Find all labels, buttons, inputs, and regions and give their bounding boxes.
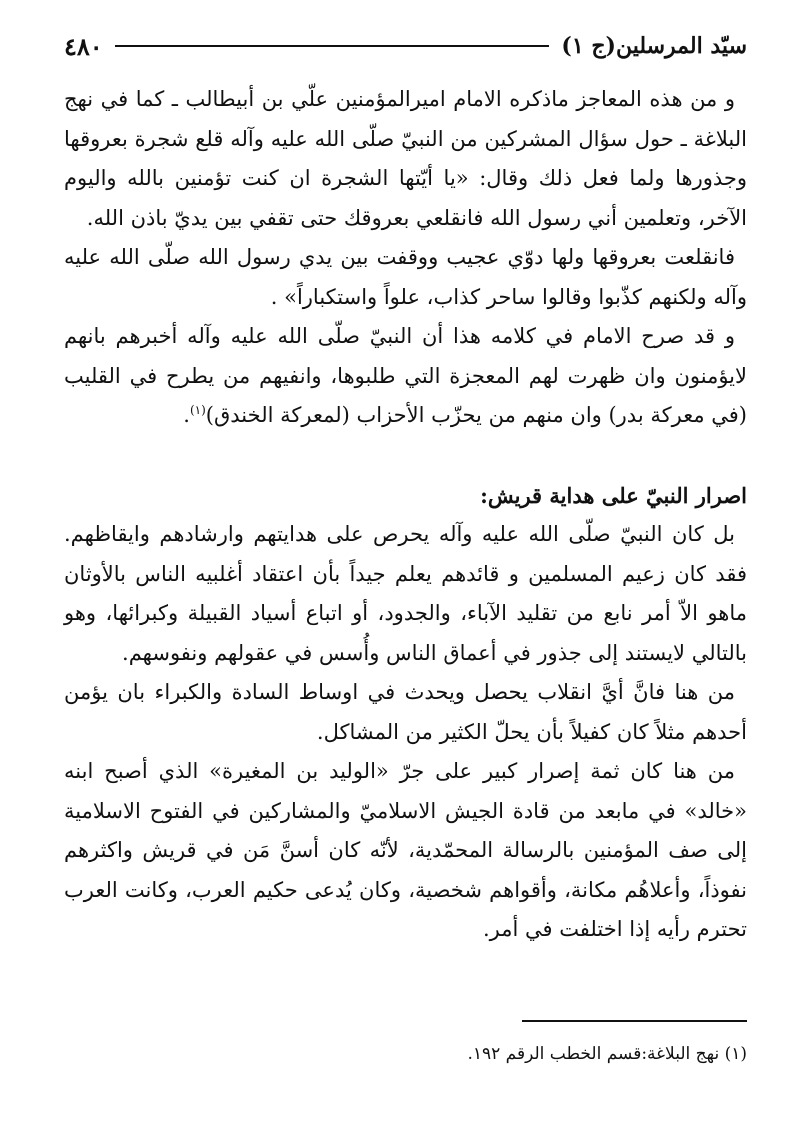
paragraph-4: بل كان النبيّ صلّى الله عليه وآله يحرص على هدايتهم وارشادهم وايقاظهم. فقد كان زعيم المسلمين و قائدهم يعلم جيداً بأن اعتقاد أغلبيه الناس بالأوثان ماهو الاّ أمر نابع من تقليد الآباء، والجدود، أو اتباع أسياد القبيلة وكبرائها، وهو بالتالي لايستند إلى جذور في أعماق الناس وأُسس في عقولهم ونفوسهم. bbox=[64, 522, 747, 665]
paragraph-1: و من هذه المعاجز ماذكره الامام اميرالمؤمنين علّي بن أبيطالب ـ كما في نهج البلاغة ـ حول سؤال المشركين من النبيّ صلّى الله عليه وآله قلع شجرة بعروقها وجذورها ولما فعل ذلك وقال: «يا أيّتها الشجرة ان كنت تؤمنين بالله واليوم الآخر، وتعلمين أني رسول الله فانقلعي بعروقك حتى تقفي بين يديّ باذن الله. bbox=[64, 87, 747, 230]
paragraph-6: من هنا كان ثمة إصرار كبير على جرّ «الوليد بن المغيرة» الذي أصبح ابنه «خالد» في مابعد من قادة الجيش الاسلاميّ والمشاركين في الفتوح الاسلامية إلى صف المؤمنين بالرسالة المحمّدية، لأنّه كان أسنَّ مَن في قريش واكثرهم نفوذاً، وأعلاهُم مكانة، وأقواهم شخصية، وكان يُدعى حكيم العرب، وكانت العرب تحترم رأيه إذا اختلفت في أمر. bbox=[64, 759, 747, 941]
footnote-rule bbox=[522, 1020, 747, 1022]
footnote: (١) نهج البلاغة:قسم الخطب الرقم ١٩٢. bbox=[467, 1044, 747, 1064]
running-title: سيّد المرسلين(ج ١) bbox=[561, 33, 747, 59]
paragraph-2: فانقلعت بعروقها ولها دوّي عجيب ووقفت بين يدي رسول الله صلّى الله عليه وآله ولكنهم كذّبوا وقالوا ساحر كذاب، علواً واستكباراً» . bbox=[64, 245, 747, 309]
paragraph-3-end: . bbox=[183, 403, 190, 427]
paragraph-5: من هنا فانَّ أيَّ انقلاب يحصل ويحدث في اوساط السادة والكبراء بان يؤمن أحدهم مثلاً كان كفيلاً بأن يحلّ الكثير من المشاكل. bbox=[64, 680, 747, 744]
page-number: ٤٨٠ bbox=[64, 31, 103, 61]
paragraph-3 bbox=[64, 317, 747, 436]
paragraph-3-text: و قد صرح الامام في كلامه هذا أن النبيّ صلّى الله عليه وآله أخبرهم بانهم لايؤمنون وان ظهرت لهم المعجزة التي طلبوها، وانفيهم من يطرح في القليب (في معركة بدر) وان منهم من يحزّب الأحزاب (لمعركة الخندق) bbox=[64, 324, 747, 427]
section-heading: اصرار النبيّ على هداية قريش: bbox=[480, 482, 747, 508]
header-rule bbox=[115, 45, 550, 47]
main-text bbox=[64, 80, 747, 950]
page-header bbox=[64, 28, 747, 64]
footnote-reference: (١) bbox=[189, 403, 206, 417]
